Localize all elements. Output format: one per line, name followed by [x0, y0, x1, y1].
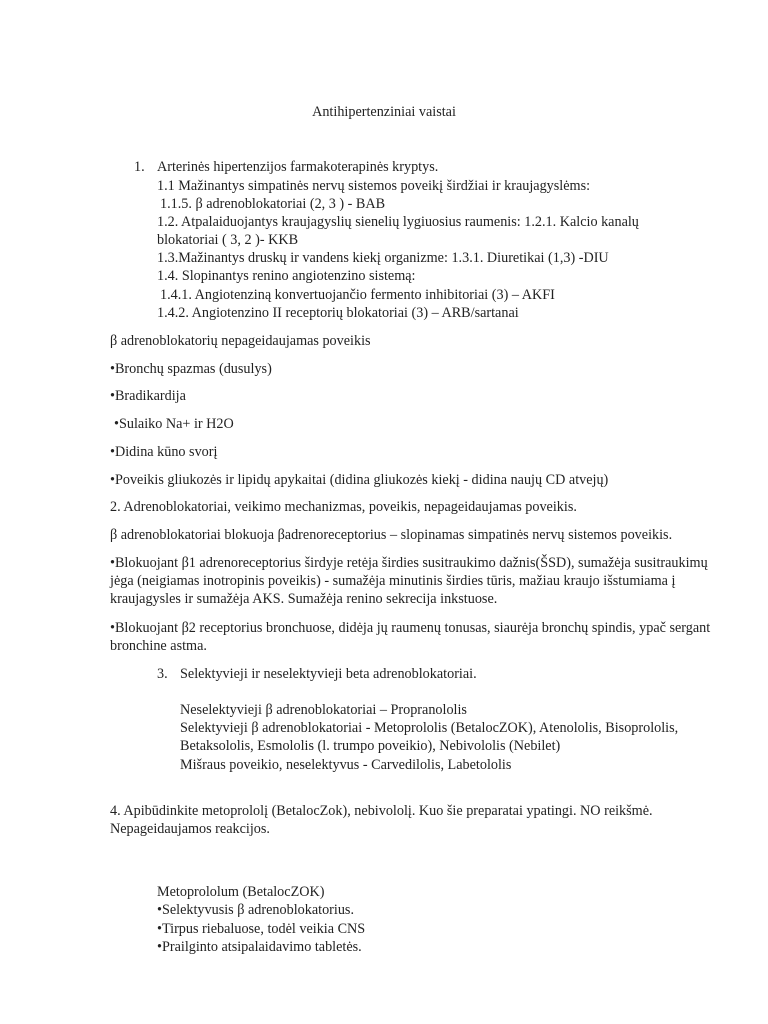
side-effects-heading: β adrenoblokatorių nepageidaujamas poveikis [110, 333, 371, 349]
selective-line: Selektyvieji β adrenoblokatoriai - Metoprololis (BetalocZOK), Atenololis, Bisoprololis, Betaksololis, Esmololis (l. trumpo poveikio), Nebivololis (Nebilet) [180, 720, 679, 754]
list-item: •Didina kūno svorį [110, 444, 218, 460]
list-item: blokatoriai ( 3, 2 )- KKB [157, 232, 299, 248]
list-item: •Bradikardija [110, 388, 186, 404]
list-item: 1.3.Mažinantys druskų ir vandens kiekį organizme: 1.3.1. Diuretikai (1,3) -DIU [157, 250, 609, 266]
list-item: •Selektyvusis β adrenoblokatorius. [157, 902, 354, 918]
list-item: •Tirpus riebaluose, todėl veikia CNS [157, 921, 366, 937]
list-item: •Sulaiko Na+ ir H2O [114, 416, 234, 432]
mixed-line: Mišraus poveikio, neselektyvus - Carvedilolis, Labetololis [180, 757, 512, 773]
list-item: 1.1.5. β adrenoblokatoriai (2, 3 ) - BAB [160, 196, 386, 212]
list-item: •Bronchų spazmas (dusulys) [110, 361, 272, 377]
section-3-number: 3. [157, 666, 168, 682]
list-item: 1.4.2. Angiotenzino II receptorių blokatoriai (3) – ARB/sartanai [157, 305, 519, 321]
section-1-heading: Arterinės hipertenzijos farmakoterapinės kryptys. [157, 159, 439, 175]
metoprolol-name: Metoprololum (BetalocZOK) [157, 884, 325, 900]
section-3-heading: Selektyvieji ir neselektyvieji beta adrenoblokatoriai. [180, 666, 477, 682]
section-1-number: 1. [134, 159, 145, 175]
nonselective-line: Neselektyvieji β adrenoblokatoriai – Propranololis [180, 702, 467, 718]
paragraph: β adrenoblokatoriai blokuoja βadrenoreceptorius – slopinamas simpatinės nervų sistemos poveikis. [110, 527, 673, 543]
section-2-heading: 2. Adrenoblokatoriai, veikimo mechanizmas, poveikis, nepageidaujamas poveikis. [110, 499, 577, 515]
list-item: 1.4. Slopinantys renino angiotenzino sistemą: [157, 268, 416, 284]
section-4-heading: 4. Apibūdinkite metoprololį (BetalocZok), nebivololį. Kuo šie preparatai ypatingi. NO reikšmė. Nepageidaujamos reakcijos. [110, 803, 653, 837]
list-item: •Prailginto atsipalaidavimo tabletės. [157, 939, 362, 955]
list-item: 1.1 Mažinantys simpatinės nervų sistemos poveikį širdžiai ir kraujagyslėms: [157, 178, 591, 194]
list-item: 1.2. Atpalaiduojantys kraujagyslių sienelių lygiuosius raumenis: 1.2.1. Kalcio kanalų [157, 214, 639, 230]
paragraph: •Blokuojant β2 receptorius bronchuose, didėja jų raumenų tonusas, siaurėja bronchų spindis, ypač sergant bronchine astma. [110, 620, 711, 654]
list-item: 1.4.1. Angiotenziną konvertuojančio fermento inhibitoriai (3) – AKFI [160, 287, 555, 303]
paragraph: •Blokuojant β1 adrenoreceptorius širdyje retėja širdies susitraukimo dažnis(ŠSD), sumažėja susitraukimų jėga (neigiamas inotropinis poveikis) - sumažėja minutinis širdies tūris, mažiau kraujo išstumiama į kraujagysles ir sumažėja AKS. Sumažėja renino sekrecija inkstuose. [110, 555, 708, 607]
list-item: •Poveikis gliukozės ir lipidų apykaitai (didina gliukozės kiekį - didina naujų CD atvejų) [110, 472, 609, 488]
document-title: Antihipertenziniai vaistai [312, 104, 456, 120]
